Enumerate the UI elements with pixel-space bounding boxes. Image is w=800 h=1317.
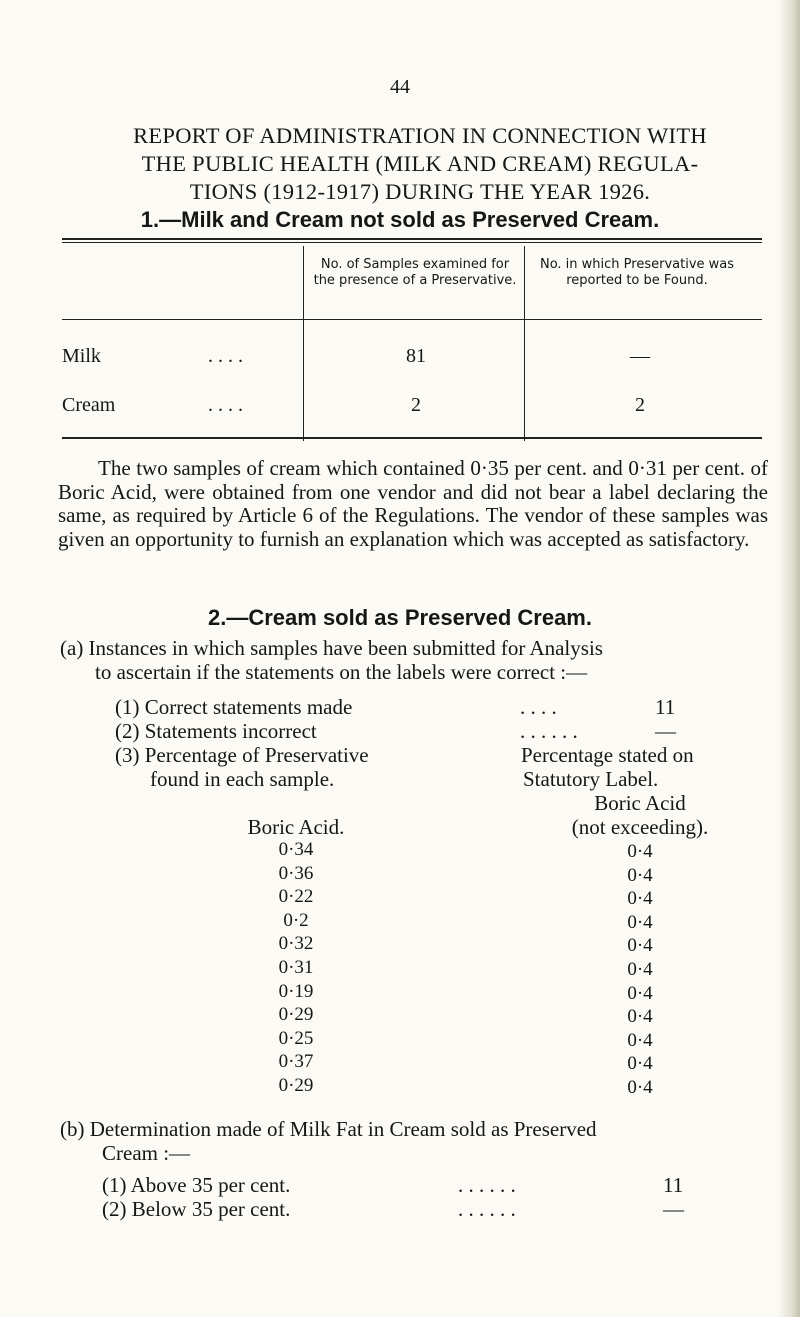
table-col-divider-2 — [524, 246, 525, 441]
table-bottom-rule — [62, 437, 762, 439]
a-intro-line-2: to ascertain if the statements on the labels were correct :— — [95, 660, 588, 684]
stated-value: 0·4 — [627, 982, 653, 1004]
row-label-cream: Cream — [62, 394, 116, 416]
row-label-milk: Milk — [62, 345, 101, 367]
found-value: 0·19 — [278, 980, 314, 1002]
b-item-above-value: 11 — [663, 1173, 684, 1197]
b-intro-line-2: Cream :— — [102, 1141, 191, 1165]
item-percentage-label-2: found in each sample. — [150, 767, 335, 791]
table-top-rule — [62, 238, 762, 240]
report-title-line-2: THE PUBLIC HEALTH (MILK AND CREAM) REGULA- — [141, 151, 699, 176]
page-number: 44 — [390, 76, 410, 98]
item-incorrect-value: — — [655, 719, 676, 743]
b-item-above-leader: . . . . . . — [458, 1173, 516, 1197]
found-value: 0·32 — [278, 933, 314, 955]
item-correct-value: 11 — [655, 695, 676, 719]
table-header-rule — [62, 319, 762, 320]
b-item-below-leader: . . . . . . — [458, 1197, 516, 1221]
section-1-heading: 1.—Milk and Cream not sold as Preserved Cream. — [140, 207, 660, 232]
found-value: 0·31 — [278, 957, 314, 978]
stated-label-line-1: Percentage stated on — [521, 743, 694, 767]
stated-col-heading-1: Boric Acid — [594, 791, 686, 815]
stated-value: 0·4 — [627, 911, 653, 933]
page-edge-shadow — [778, 0, 800, 1317]
section-2-heading: 2.—Cream sold as Preserved Cream. — [208, 605, 592, 630]
found-value: 0·2 — [283, 909, 309, 931]
table-top-rule-2 — [62, 242, 762, 243]
found-value: 0·29 — [278, 1004, 314, 1026]
row-leader: . . . . — [208, 394, 243, 416]
row-leader: . . . . — [208, 345, 243, 367]
item-incorrect-leader: . . . . . . — [520, 719, 578, 743]
found-value: 0·37 — [278, 1051, 314, 1073]
cell-milk-found: — — [630, 345, 650, 367]
stated-value: 0·4 — [627, 935, 653, 957]
report-title-line-1: REPORT OF ADMINISTRATION IN CONNECTION WITH — [133, 123, 707, 148]
section-1-paragraph: The two samples of cream which contained 0·35 per cent. and 0·31 per cent. of Boric Acid, were obtained from one vendor and did not bear a label declaring the same, as required by Article 6 of the Regulations. The vendor of these samples was given an opportunity to furnish an explanation which was accepted as satisfactory. — [58, 456, 768, 551]
cell-cream-examined: 2 — [411, 394, 421, 416]
found-value: 0·36 — [278, 862, 314, 884]
stated-value: 0·4 — [627, 959, 653, 980]
table-col-divider-1 — [303, 246, 304, 441]
found-value: 0·34 — [278, 839, 314, 860]
b-item-below-label: (2) Below 35 per cent. — [102, 1197, 291, 1221]
cell-cream-found: 2 — [635, 394, 645, 416]
stated-value: 0·4 — [627, 841, 653, 862]
found-value: 0·22 — [278, 886, 314, 908]
header-samples-examined: No. of Samples examined for the presence of a Preservative. — [313, 257, 517, 288]
report-title-line-3: TIONS (1912-1917) DURING THE YEAR 1926. — [189, 179, 651, 204]
found-col-heading: Boric Acid. — [247, 815, 345, 839]
b-intro-line-1: (b) Determination made of Milk Fat in Cream sold as Preserved — [60, 1117, 597, 1141]
item-incorrect-label: (2) Statements incorrect — [115, 719, 317, 743]
b-item-above-label: (1) Above 35 per cent. — [102, 1173, 291, 1197]
stated-value: 0·4 — [627, 1029, 653, 1051]
stated-value: 0·4 — [627, 864, 653, 886]
stated-value: 0·4 — [627, 1006, 653, 1028]
item-correct-leader: . . . . — [520, 695, 557, 719]
cell-milk-examined: 81 — [406, 345, 426, 367]
stated-value: 0·4 — [627, 1053, 653, 1075]
item-percentage-label-1: (3) Percentage of Preservative — [115, 743, 369, 767]
stated-col-heading-2: (not exceeding). — [571, 815, 709, 839]
found-value: 0·25 — [278, 1027, 314, 1049]
found-value: 0·29 — [278, 1075, 314, 1096]
stated-value: 0·4 — [627, 888, 653, 910]
header-preservative-found: No. in which Preservative was reported to be Found. — [539, 257, 735, 288]
b-item-below-value: — — [663, 1197, 684, 1221]
a-intro-line-1: (a) Instances in which samples have been submitted for Analysis — [60, 636, 603, 660]
item-correct-label: (1) Correct statements made — [115, 695, 353, 719]
stated-value: 0·4 — [627, 1077, 653, 1098]
stated-label-line-2: Statutory Label. — [523, 767, 659, 791]
